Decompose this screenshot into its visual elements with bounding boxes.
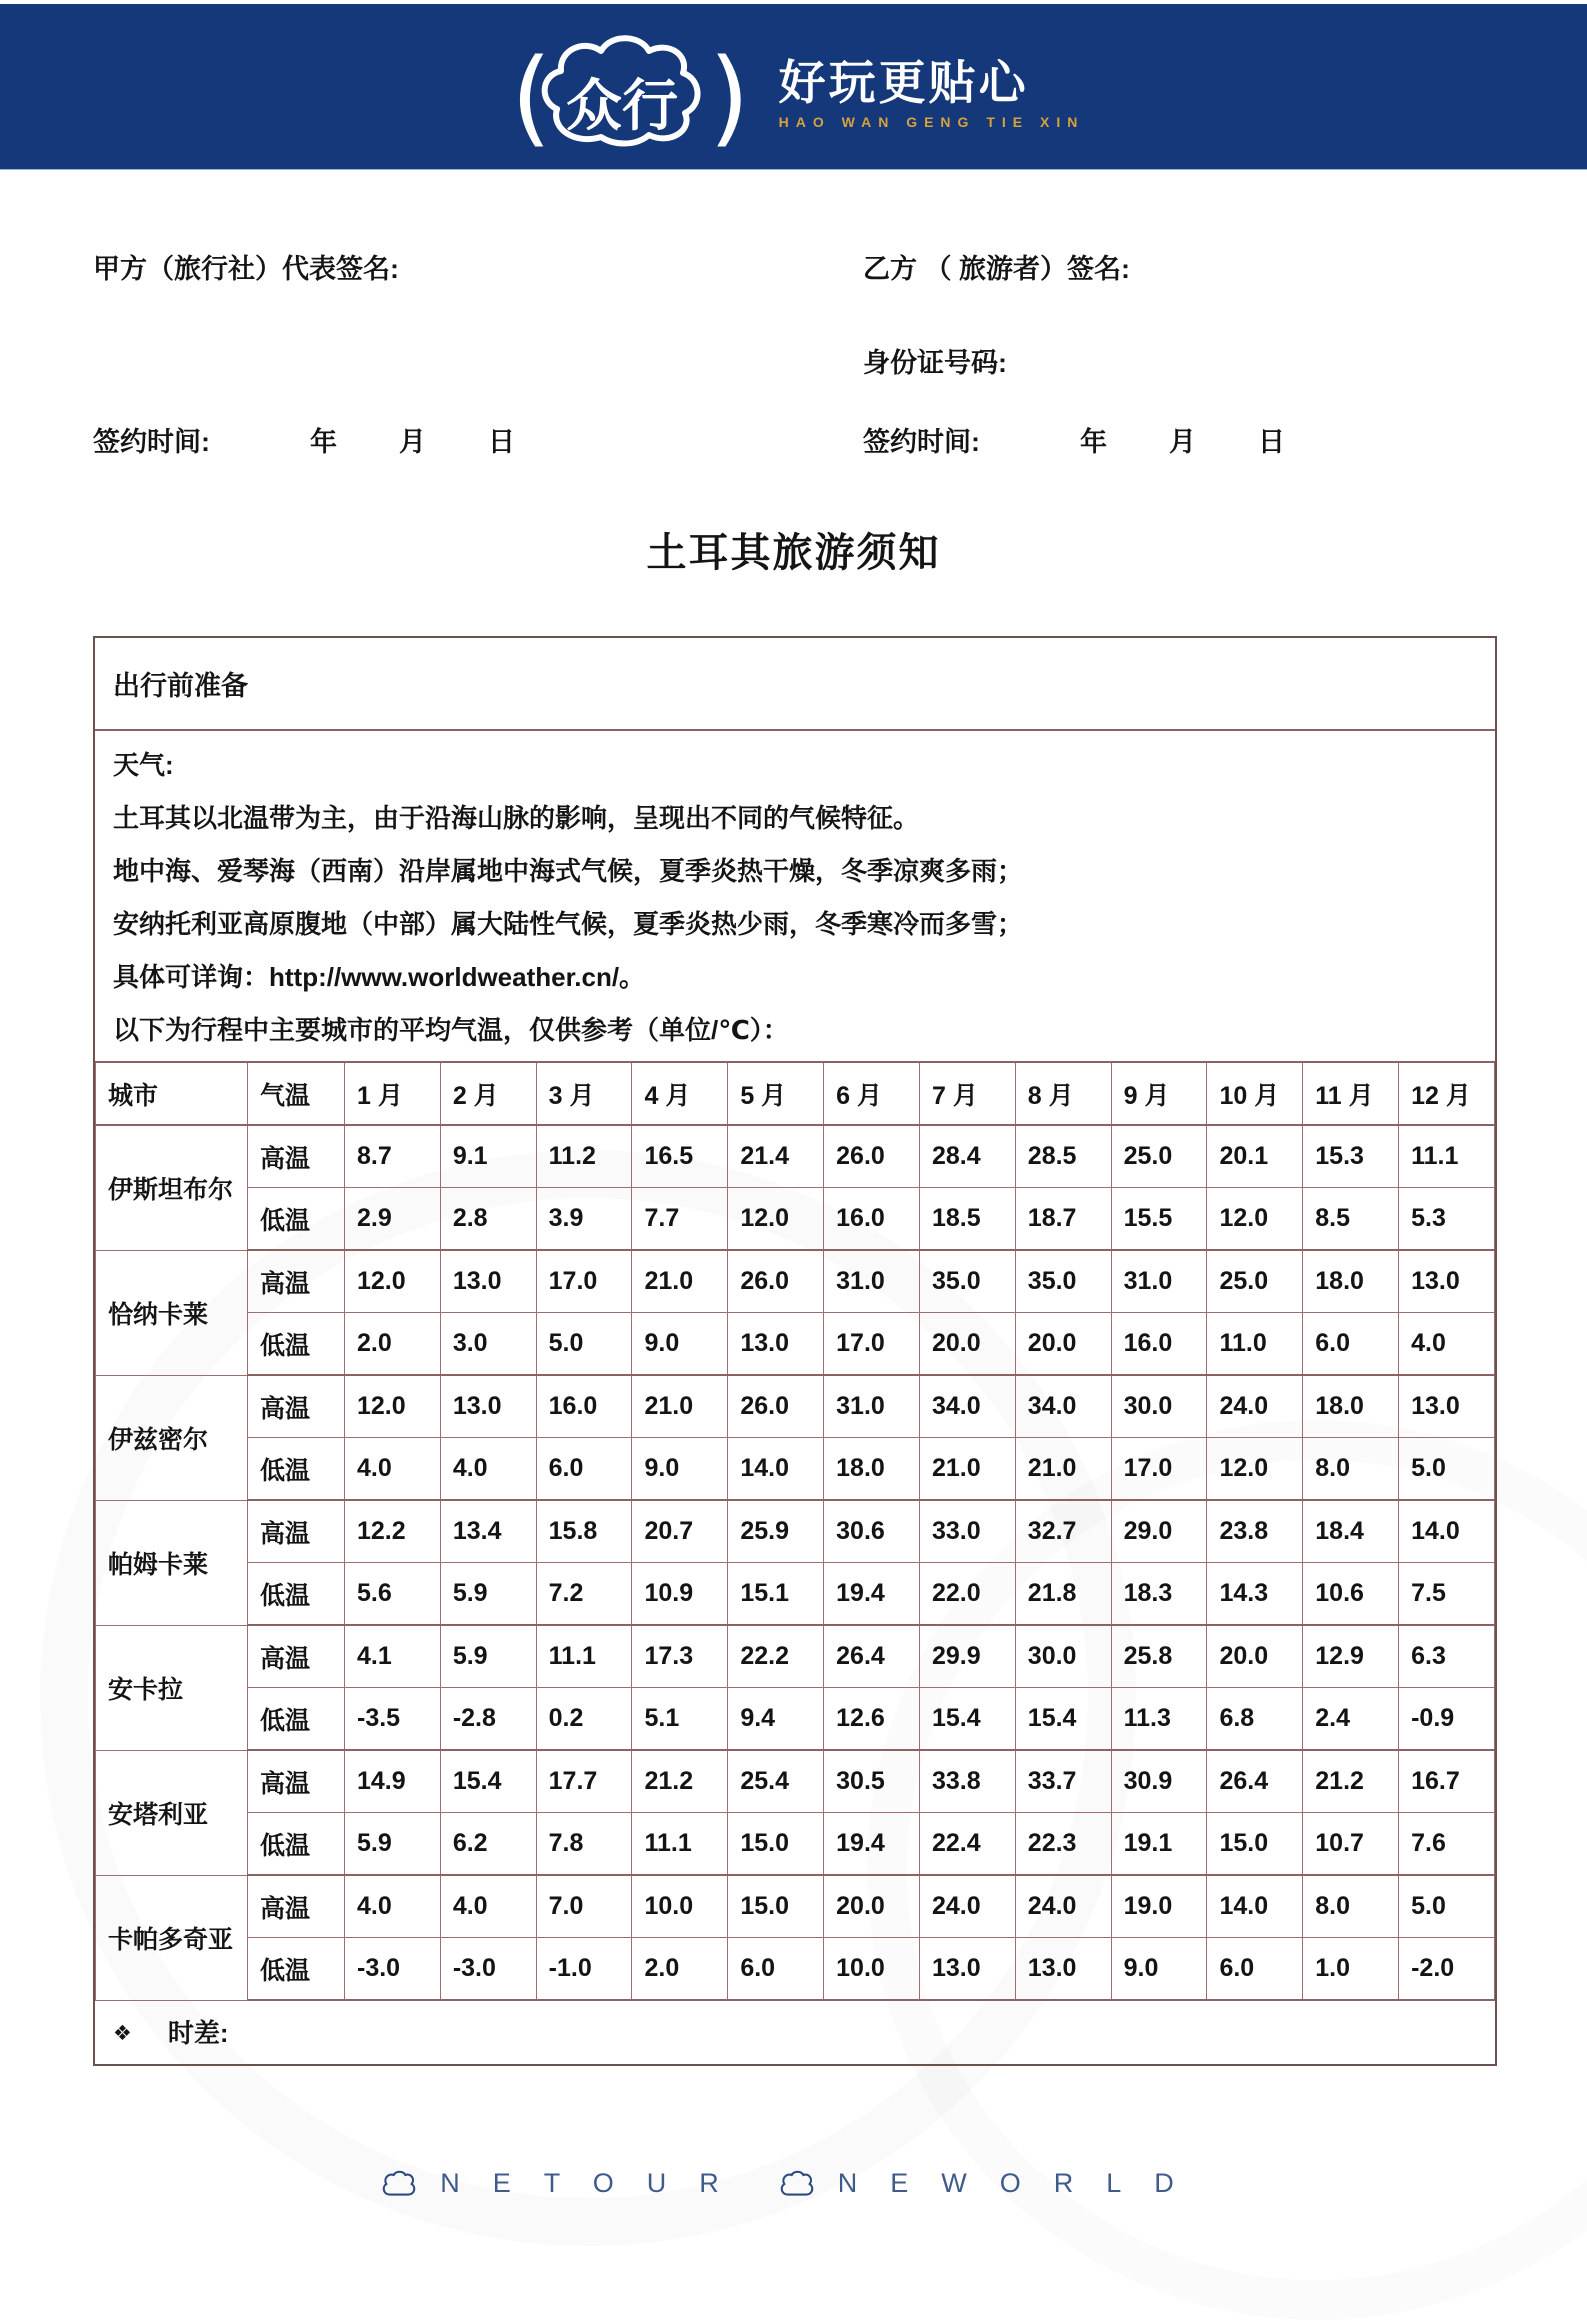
temp-value: 18.0 <box>1303 1250 1399 1313</box>
temp-value: 14.9 <box>345 1750 441 1813</box>
table-row <box>96 1625 1495 1688</box>
diamond-bullet-icon: ❖ <box>113 2022 132 2045</box>
temp-value: 15.0 <box>728 1875 824 1938</box>
temp-value: 5.3 <box>1399 1188 1495 1251</box>
temp-value: 2.9 <box>345 1188 441 1251</box>
temp-value: 2.8 <box>440 1188 536 1251</box>
weather-section <box>95 731 1495 1061</box>
temp-value: 18.0 <box>1303 1375 1399 1438</box>
temp-value: 15.8 <box>536 1500 632 1563</box>
temp-value: 5.0 <box>1399 1875 1495 1938</box>
temp-value: 24.0 <box>1207 1375 1303 1438</box>
table-row <box>96 1500 1495 1563</box>
low-temp-label: 低温 <box>248 1313 345 1376</box>
temp-value: 20.0 <box>919 1313 1015 1376</box>
weather-paragraph: 土耳其以北温带为主，由于沿海山脉的影响，呈现出不同的气候特征。 <box>113 803 920 833</box>
weather-paragraph: 地中海、爱琴海（西南）沿岸属地中海式气候，夏季炎热干燥，冬季凉爽多雨； <box>113 856 1024 886</box>
tagline-text: 好玩更贴心 <box>778 56 1029 110</box>
temp-value: 12.9 <box>1303 1625 1399 1688</box>
table-row <box>96 1375 1495 1438</box>
table-header-row <box>96 1062 1495 1125</box>
logo-paren-left: ( <box>510 35 552 155</box>
temp-value: 11.1 <box>1399 1125 1495 1188</box>
temp-value: 6.8 <box>1207 1688 1303 1751</box>
cloud-logo-icon <box>503 33 753 155</box>
temp-value: 13.0 <box>1399 1250 1495 1313</box>
temp-value: 34.0 <box>1015 1375 1111 1438</box>
temp-value: 8.0 <box>1303 1438 1399 1501</box>
temp-value: 24.0 <box>919 1875 1015 1938</box>
temp-value: 6.0 <box>536 1438 632 1501</box>
temp-value: 26.0 <box>728 1250 824 1313</box>
temp-value: 4.0 <box>1399 1313 1495 1376</box>
temp-value: 15.1 <box>728 1563 824 1626</box>
temp-value: 24.0 <box>1015 1875 1111 1938</box>
temp-value: -2.8 <box>440 1688 536 1751</box>
temp-value: -1.0 <box>536 1938 632 2001</box>
table-row <box>96 1188 1495 1251</box>
temp-value: 13.0 <box>1015 1938 1111 2001</box>
temp-value: 5.0 <box>536 1313 632 1376</box>
temp-value: 9.4 <box>728 1688 824 1751</box>
temp-value: 13.4 <box>440 1500 536 1563</box>
year-label: 年 <box>310 427 337 457</box>
weather-paragraph: 安纳托利亚高原腹地（中部）属大陆性气候，夏季炎热少雨，冬季寒冷而多雪； <box>113 909 1024 939</box>
table-row <box>96 1875 1495 1938</box>
temp-value: 29.0 <box>1111 1500 1207 1563</box>
temp-value: 14.0 <box>728 1438 824 1501</box>
temp-value: 22.2 <box>728 1625 824 1688</box>
temp-value: 5.1 <box>632 1688 728 1751</box>
table-row <box>96 1125 1495 1188</box>
temp-value: 13.0 <box>440 1250 536 1313</box>
city-name: 伊斯坦布尔 <box>96 1125 248 1250</box>
id-number-label: 身份证号码: <box>863 348 1007 378</box>
temp-value: 33.7 <box>1015 1750 1111 1813</box>
footer-brand-text: NETOUR <box>440 2168 752 2198</box>
temp-value: 17.3 <box>632 1625 728 1688</box>
temp-value: 5.9 <box>345 1813 441 1876</box>
temp-value: 29.9 <box>919 1625 1015 1688</box>
temp-value: 31.0 <box>824 1250 920 1313</box>
temp-value: 23.8 <box>1207 1500 1303 1563</box>
col-city: 城市 <box>96 1062 248 1125</box>
temp-value: 4.0 <box>440 1438 536 1501</box>
temp-value: 11.2 <box>536 1125 632 1188</box>
temp-value: 9.0 <box>632 1438 728 1501</box>
temp-value: 5.6 <box>345 1563 441 1626</box>
temp-value: 25.0 <box>1207 1250 1303 1313</box>
temp-value: 13.0 <box>1399 1375 1495 1438</box>
temp-value: 16.5 <box>632 1125 728 1188</box>
temp-value: 25.0 <box>1111 1125 1207 1188</box>
table-row <box>96 1563 1495 1626</box>
temp-value: 17.0 <box>1111 1438 1207 1501</box>
table-row <box>96 1313 1495 1376</box>
footer-brand-netour <box>380 2168 752 2199</box>
temp-value: 30.0 <box>1111 1375 1207 1438</box>
sign-time-row-b <box>863 420 1285 459</box>
tagline-pinyin: HAO WAN GENG TIE XIN <box>778 113 1085 130</box>
temp-value: 21.8 <box>1015 1563 1111 1626</box>
temp-value: 19.4 <box>824 1563 920 1626</box>
temp-value: -0.9 <box>1399 1688 1495 1751</box>
temp-value: 30.6 <box>824 1500 920 1563</box>
temp-value: 5.0 <box>1399 1438 1495 1501</box>
temp-value: 21.0 <box>919 1438 1015 1501</box>
temp-value: 26.4 <box>824 1625 920 1688</box>
temp-value: 15.4 <box>440 1750 536 1813</box>
temp-value: 15.3 <box>1303 1125 1399 1188</box>
party-b-signature-label: 乙方 （ 旅游者）签名: <box>863 254 1130 284</box>
temp-value: -3.0 <box>345 1938 441 2001</box>
temp-value: 22.0 <box>919 1563 1015 1626</box>
temp-value: 21.0 <box>632 1375 728 1438</box>
temp-value: 14.0 <box>1399 1500 1495 1563</box>
temp-value: -2.0 <box>1399 1938 1495 2001</box>
temp-value: 15.0 <box>728 1813 824 1876</box>
temp-value: 19.0 <box>1111 1875 1207 1938</box>
temp-value: 18.5 <box>919 1188 1015 1251</box>
temp-value: 26.0 <box>728 1375 824 1438</box>
page-footer <box>0 2168 1587 2199</box>
notice-box <box>93 636 1497 2066</box>
temp-value: 21.2 <box>632 1750 728 1813</box>
temp-value: 25.9 <box>728 1500 824 1563</box>
temp-value: 18.3 <box>1111 1563 1207 1626</box>
low-temp-label: 低温 <box>248 1563 345 1626</box>
temp-value: 20.1 <box>1207 1125 1303 1188</box>
temp-value: 21.0 <box>632 1250 728 1313</box>
temp-value: 25.8 <box>1111 1625 1207 1688</box>
table-row <box>96 1438 1495 1501</box>
temp-value: 28.5 <box>1015 1125 1111 1188</box>
col-month: 8 月 <box>1015 1062 1111 1125</box>
temp-value: 1.0 <box>1303 1938 1399 2001</box>
temp-value: 14.0 <box>1207 1875 1303 1938</box>
temp-value: 15.4 <box>919 1688 1015 1751</box>
temp-value: 15.5 <box>1111 1188 1207 1251</box>
temp-value: 12.0 <box>345 1375 441 1438</box>
col-month: 11 月 <box>1303 1062 1399 1125</box>
temp-value: 7.5 <box>1399 1563 1495 1626</box>
high-temp-label: 高温 <box>248 1500 345 1563</box>
temp-value: 7.8 <box>536 1813 632 1876</box>
temp-value: 13.0 <box>728 1313 824 1376</box>
col-month: 5 月 <box>728 1062 824 1125</box>
temp-value: 30.0 <box>1015 1625 1111 1688</box>
weather-paragraph: 以下为行程中主要城市的平均气温，仅供参考（单位/℃）： <box>113 1015 789 1045</box>
temp-value: 15.0 <box>1207 1813 1303 1876</box>
brand-tagline <box>779 57 1085 130</box>
temp-value: 31.0 <box>1111 1250 1207 1313</box>
temp-value: 34.0 <box>919 1375 1015 1438</box>
table-row <box>96 1750 1495 1813</box>
temp-value: 21.4 <box>728 1125 824 1188</box>
temp-value: 6.3 <box>1399 1625 1495 1688</box>
low-temp-label: 低温 <box>248 1688 345 1751</box>
city-name: 安塔利亚 <box>96 1750 248 1875</box>
table-row <box>96 1938 1495 2001</box>
header-banner <box>0 4 1587 170</box>
temp-value: 11.1 <box>536 1625 632 1688</box>
temp-value: 12.2 <box>345 1500 441 1563</box>
day-label: 日 <box>1258 427 1285 457</box>
high-temp-label: 高温 <box>248 1750 345 1813</box>
temp-value: 8.7 <box>345 1125 441 1188</box>
month-label: 月 <box>1169 427 1196 457</box>
temp-value: 31.0 <box>824 1375 920 1438</box>
temp-value: 11.0 <box>1207 1313 1303 1376</box>
temp-value: 21.0 <box>1015 1438 1111 1501</box>
temp-value: 16.0 <box>1111 1313 1207 1376</box>
temp-value: 15.4 <box>1015 1688 1111 1751</box>
temp-value: 7.2 <box>536 1563 632 1626</box>
logo-text: 众行 <box>565 73 678 137</box>
low-temp-label: 低温 <box>248 1438 345 1501</box>
temp-value: 13.0 <box>919 1938 1015 2001</box>
temp-value: -3.5 <box>345 1688 441 1751</box>
temp-value: 17.7 <box>536 1750 632 1813</box>
temp-value: 22.4 <box>919 1813 1015 1876</box>
temp-value: 21.2 <box>1303 1750 1399 1813</box>
temp-value: 7.0 <box>536 1875 632 1938</box>
footer-brand-text: NEWORLD <box>837 2168 1207 2198</box>
weather-label: 天气: <box>113 750 174 780</box>
low-temp-label: 低温 <box>248 1188 345 1251</box>
temp-value: 6.2 <box>440 1813 536 1876</box>
temp-value: 6.0 <box>1207 1938 1303 2001</box>
temp-value: 19.1 <box>1111 1813 1207 1876</box>
temp-value: 26.4 <box>1207 1750 1303 1813</box>
col-month: 9 月 <box>1111 1062 1207 1125</box>
temp-value: 7.7 <box>632 1188 728 1251</box>
timezone-label: 时差: <box>167 2018 229 2048</box>
temp-value: 3.9 <box>536 1188 632 1251</box>
temp-value: 12.0 <box>1207 1188 1303 1251</box>
col-month: 12 月 <box>1399 1062 1495 1125</box>
col-month: 10 月 <box>1207 1062 1303 1125</box>
temp-value: 0.2 <box>536 1688 632 1751</box>
temp-value: 16.0 <box>824 1188 920 1251</box>
temp-value: -3.0 <box>440 1938 536 2001</box>
temp-value: 4.1 <box>345 1625 441 1688</box>
temp-value: 12.0 <box>728 1188 824 1251</box>
temp-value: 9.1 <box>440 1125 536 1188</box>
col-month: 1 月 <box>345 1062 441 1125</box>
city-name: 帕姆卡莱 <box>96 1500 248 1625</box>
temp-value: 19.4 <box>824 1813 920 1876</box>
temp-value: 18.0 <box>824 1438 920 1501</box>
temp-value: 2.0 <box>345 1313 441 1376</box>
temp-value: 18.4 <box>1303 1500 1399 1563</box>
temp-value: 13.0 <box>440 1375 536 1438</box>
temp-value: 10.0 <box>632 1875 728 1938</box>
table-row <box>96 1813 1495 1876</box>
temp-value: 6.0 <box>1303 1313 1399 1376</box>
temp-value: 12.0 <box>345 1250 441 1313</box>
temp-value: 2.0 <box>632 1938 728 2001</box>
temp-value: 35.0 <box>1015 1250 1111 1313</box>
temp-value: 20.0 <box>824 1875 920 1938</box>
temp-value: 4.0 <box>345 1438 441 1501</box>
col-month: 6 月 <box>824 1062 920 1125</box>
temp-value: 16.7 <box>1399 1750 1495 1813</box>
city-name: 伊兹密尔 <box>96 1375 248 1500</box>
temp-value: 10.7 <box>1303 1813 1399 1876</box>
temp-value: 2.4 <box>1303 1688 1399 1751</box>
low-temp-label: 低温 <box>248 1813 345 1876</box>
temp-value: 20.0 <box>1015 1313 1111 1376</box>
temp-value: 14.3 <box>1207 1563 1303 1626</box>
temp-value: 12.0 <box>1207 1438 1303 1501</box>
day-label: 日 <box>488 427 515 457</box>
temp-value: 9.0 <box>632 1313 728 1376</box>
page-title: 土耳其旅游须知 <box>646 531 941 575</box>
temp-value: 3.0 <box>440 1313 536 1376</box>
cloud-icon <box>778 2170 816 2198</box>
high-temp-label: 高温 <box>248 1250 345 1313</box>
temp-value: 33.0 <box>919 1500 1015 1563</box>
city-name: 恰纳卡莱 <box>96 1250 248 1375</box>
table-row <box>96 1250 1495 1313</box>
temp-value: 20.7 <box>632 1500 728 1563</box>
temperature-table <box>95 1061 1495 2001</box>
temp-value: 17.0 <box>536 1250 632 1313</box>
low-temp-label: 低温 <box>248 1938 345 2001</box>
col-month: 4 月 <box>632 1062 728 1125</box>
temp-value: 9.0 <box>1111 1938 1207 2001</box>
temp-value: 4.0 <box>345 1875 441 1938</box>
cloud-icon <box>380 2170 418 2198</box>
temp-value: 8.5 <box>1303 1188 1399 1251</box>
temp-value: 7.6 <box>1399 1813 1495 1876</box>
high-temp-label: 高温 <box>248 1875 345 1938</box>
temp-value: 30.9 <box>1111 1750 1207 1813</box>
temp-value: 22.3 <box>1015 1813 1111 1876</box>
temp-value: 25.4 <box>728 1750 824 1813</box>
timezone-row <box>95 2001 1495 2064</box>
temp-value: 33.8 <box>919 1750 1015 1813</box>
temp-value: 5.9 <box>440 1625 536 1688</box>
sign-time-row-a <box>93 420 515 459</box>
brand-logo <box>503 33 1085 155</box>
temp-value: 11.1 <box>632 1813 728 1876</box>
high-temp-label: 高温 <box>248 1125 345 1188</box>
temp-value: 16.0 <box>536 1375 632 1438</box>
temp-value: 10.6 <box>1303 1563 1399 1626</box>
col-month: 2 月 <box>440 1062 536 1125</box>
temp-value: 10.0 <box>824 1938 920 2001</box>
temp-value: 30.5 <box>824 1750 920 1813</box>
temp-value: 17.0 <box>824 1313 920 1376</box>
party-a-signature-label: 甲方（旅行社）代表签名: <box>93 254 399 284</box>
temp-value: 28.4 <box>919 1125 1015 1188</box>
temp-value: 32.7 <box>1015 1500 1111 1563</box>
footer-brand-neworld <box>778 2168 1207 2199</box>
temp-value: 35.0 <box>919 1250 1015 1313</box>
table-row <box>96 1688 1495 1751</box>
temp-value: 6.0 <box>728 1938 824 2001</box>
section-header: 出行前准备 <box>95 638 1495 731</box>
col-temp: 气温 <box>248 1062 345 1125</box>
city-name: 卡帕多奇亚 <box>96 1875 248 2000</box>
high-temp-label: 高温 <box>248 1375 345 1438</box>
col-month: 7 月 <box>919 1062 1015 1125</box>
sign-time-label: 签约时间: <box>93 427 210 457</box>
col-month: 3 月 <box>536 1062 632 1125</box>
temp-value: 4.0 <box>440 1875 536 1938</box>
sign-time-label: 签约时间: <box>863 427 980 457</box>
city-name: 安卡拉 <box>96 1625 248 1750</box>
temp-value: 26.0 <box>824 1125 920 1188</box>
temp-value: 8.0 <box>1303 1875 1399 1938</box>
temp-value: 11.3 <box>1111 1688 1207 1751</box>
month-label: 月 <box>399 427 426 457</box>
high-temp-label: 高温 <box>248 1625 345 1688</box>
weather-paragraph: 具体可详询：http://www.worldweather.cn/。 <box>113 962 646 992</box>
temp-value: 20.0 <box>1207 1625 1303 1688</box>
temp-value: 5.9 <box>440 1563 536 1626</box>
temp-value: 10.9 <box>632 1563 728 1626</box>
year-label: 年 <box>1080 427 1107 457</box>
temp-value: 12.6 <box>824 1688 920 1751</box>
logo-paren-right: ) <box>708 35 750 155</box>
temp-value: 18.7 <box>1015 1188 1111 1251</box>
